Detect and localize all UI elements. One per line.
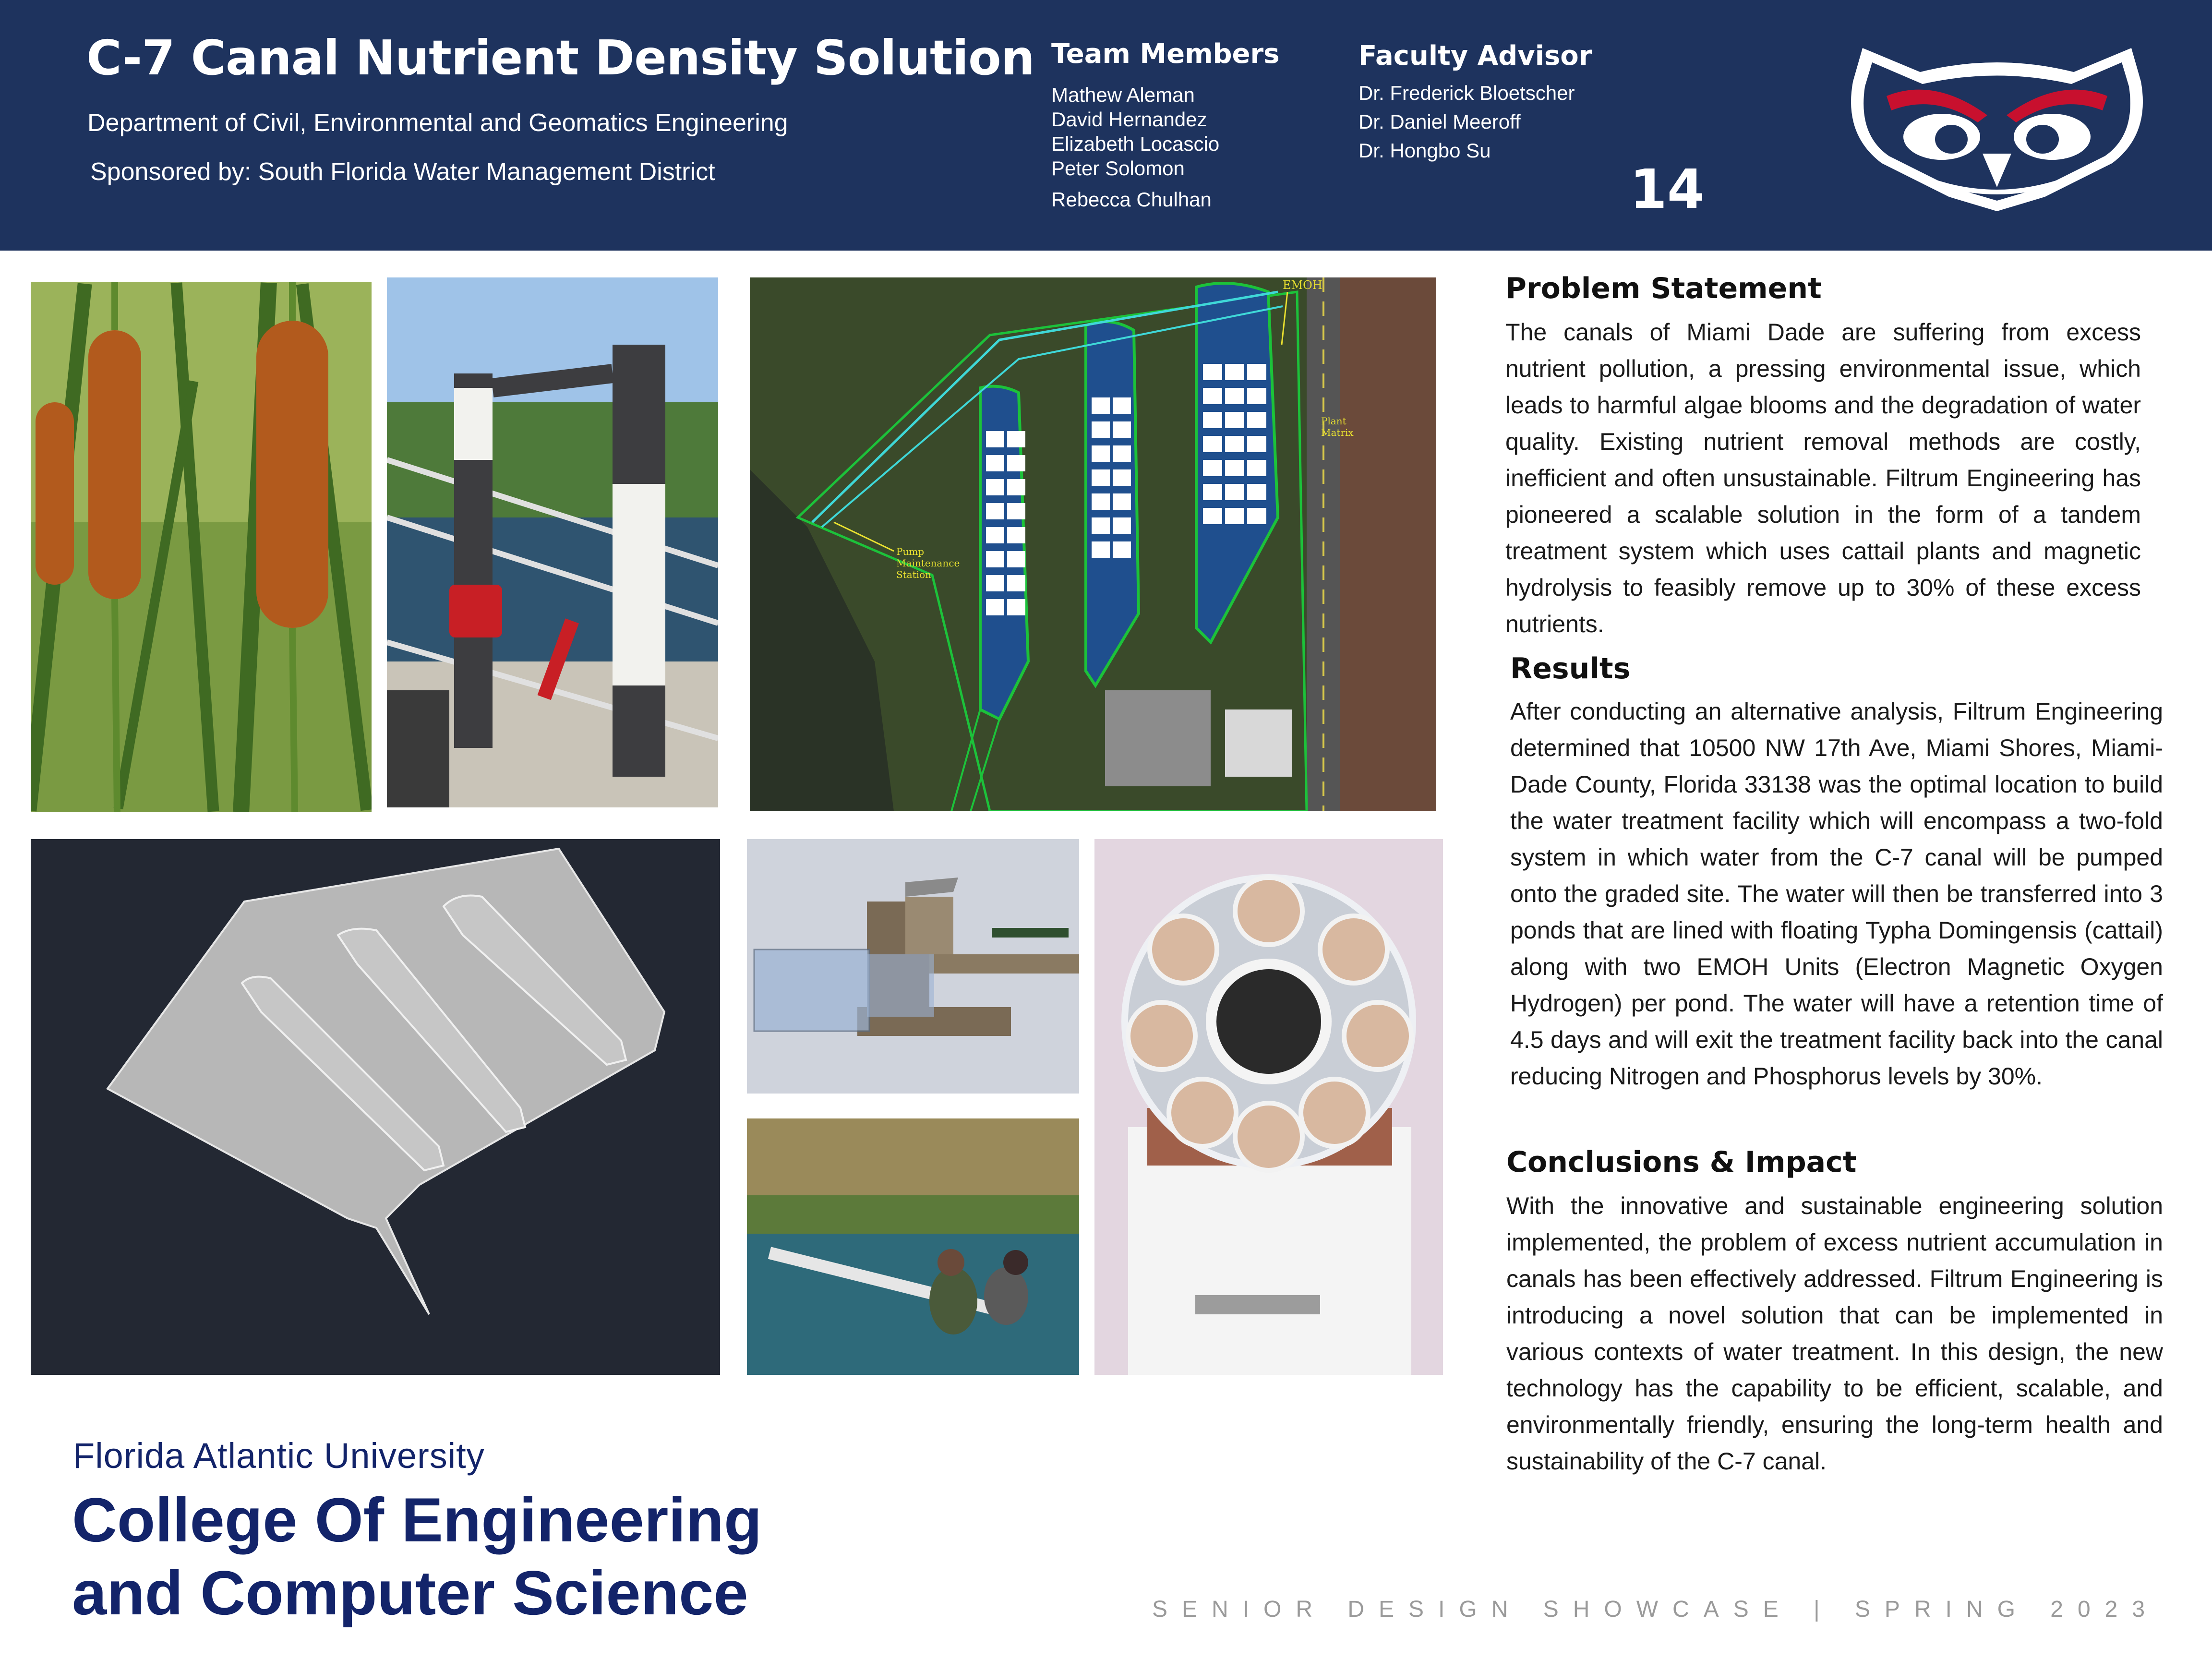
team-member: Rebecca Chulhan <box>1051 188 1212 211</box>
poster-number: 14 <box>1630 158 1705 221</box>
header-banner <box>0 0 2212 251</box>
graded-site-3d-model <box>31 839 720 1375</box>
team-member: Mathew Aleman <box>1051 84 1195 106</box>
team-member: David Hernandez <box>1051 108 1207 131</box>
advisor-name: Dr. Frederick Bloetscher <box>1358 82 1575 104</box>
team-members-list <box>1051 83 1219 212</box>
fau-owl-logo-icon <box>1843 38 2151 211</box>
pump-station-label: Maintenance <box>896 557 960 569</box>
pump-station-label: Pump <box>896 546 925 557</box>
canal-field-sampling-photo <box>747 1118 1079 1375</box>
advisor-name: Dr. Daniel Meeroff <box>1358 110 1521 133</box>
results-heading: Results <box>1510 652 1631 685</box>
university-name: Florida Atlantic University <box>73 1436 485 1476</box>
conclusions-text: With the innovative and sustainable engineering solution implemented, the problem of excess nutrient accumulation in canals has been effectively addressed. Filtrum Engineering is introducing a novel solution that can be implemented in various contexts of water treatment. In this design, the new technology has the capability to be efficient, scalable, and environmentally friendly, ensuring the long-term health and sustainability of the C-7 canal. <box>1506 1192 2163 1475</box>
pipe-valve-system-photo <box>387 277 718 807</box>
team-members-heading: Team Members <box>1051 38 1280 70</box>
advisor-name: Dr. Hongbo Su <box>1358 139 1491 162</box>
conclusions-heading: Conclusions & Impact <box>1506 1145 1857 1179</box>
senior-design-showcase-label: SENIOR DESIGN SHOWCASE | SPRING 2023 <box>1152 1597 2160 1622</box>
college-name-line: and Computer Science <box>72 1558 748 1628</box>
college-name <box>72 1483 762 1629</box>
college-name-line: College Of Engineering <box>72 1485 762 1555</box>
plant-matrix-label: Plant <box>1321 415 1346 427</box>
pump-station-label: Station <box>896 569 932 580</box>
cattail-plants-photo <box>31 282 372 812</box>
poster-title: C-7 Canal Nutrient Density Solution <box>86 30 1034 86</box>
department-label: Department of Civil, Environmental and Geomatics Engineering <box>87 109 788 137</box>
sponsor-label: Sponsored by: South Florida Water Management District <box>90 158 715 186</box>
emoh-unit-closeup-photo <box>1094 839 1443 1375</box>
problem-statement-text: The canals of Miami Dade are suffering from excess nutrient pollution, a pressing environmental issue, which leads to harmful algae blooms and the degradation of water quality. Existing nutrient removal methods are costly, inefficient and often unsustainable. Filtrum Engineering has pioneered a scalable solution in the form of a tandem treatment system which uses cattail plants and magnetic hydrolysis to feasibly remove up to 30% of these excess nutrients. <box>1505 319 2141 637</box>
problem-statement-heading: Problem Statement <box>1505 272 1822 305</box>
emoh-label: EMOH <box>1283 278 1322 292</box>
site-plan-aerial-map <box>750 277 1436 811</box>
results-text: After conducting an alternative analysis, Filtrum Engineering determined that 10500 NW 17th Ave, Miami Shores, Miami-Dade County, Florida 33138 was the optimal location to build the water treatment facility which will encompass a two-fold system in which water from the C-7 canal will be pumped onto the graded site. The water will then be transferred into 3 ponds that are lined with floating Typha Domingensis (cattail) along with two EMOH Units (Electron Magnetic Oxygen Hydrogen) per pond. The water will have a retention time of 4.5 days and will exit the treatment facility back into the canal reducing Nitrogen and Phosphorus levels by 30%. <box>1510 698 2163 1090</box>
faculty-advisor-heading: Faculty Advisor <box>1358 40 1592 72</box>
plant-matrix-label: Matrix <box>1321 427 1354 438</box>
pump-station-section-drawing <box>747 839 1079 1094</box>
faculty-advisor-list <box>1358 79 1575 165</box>
team-member: Elizabeth Locascio <box>1051 132 1220 155</box>
team-member: Peter Solomon <box>1051 157 1185 180</box>
